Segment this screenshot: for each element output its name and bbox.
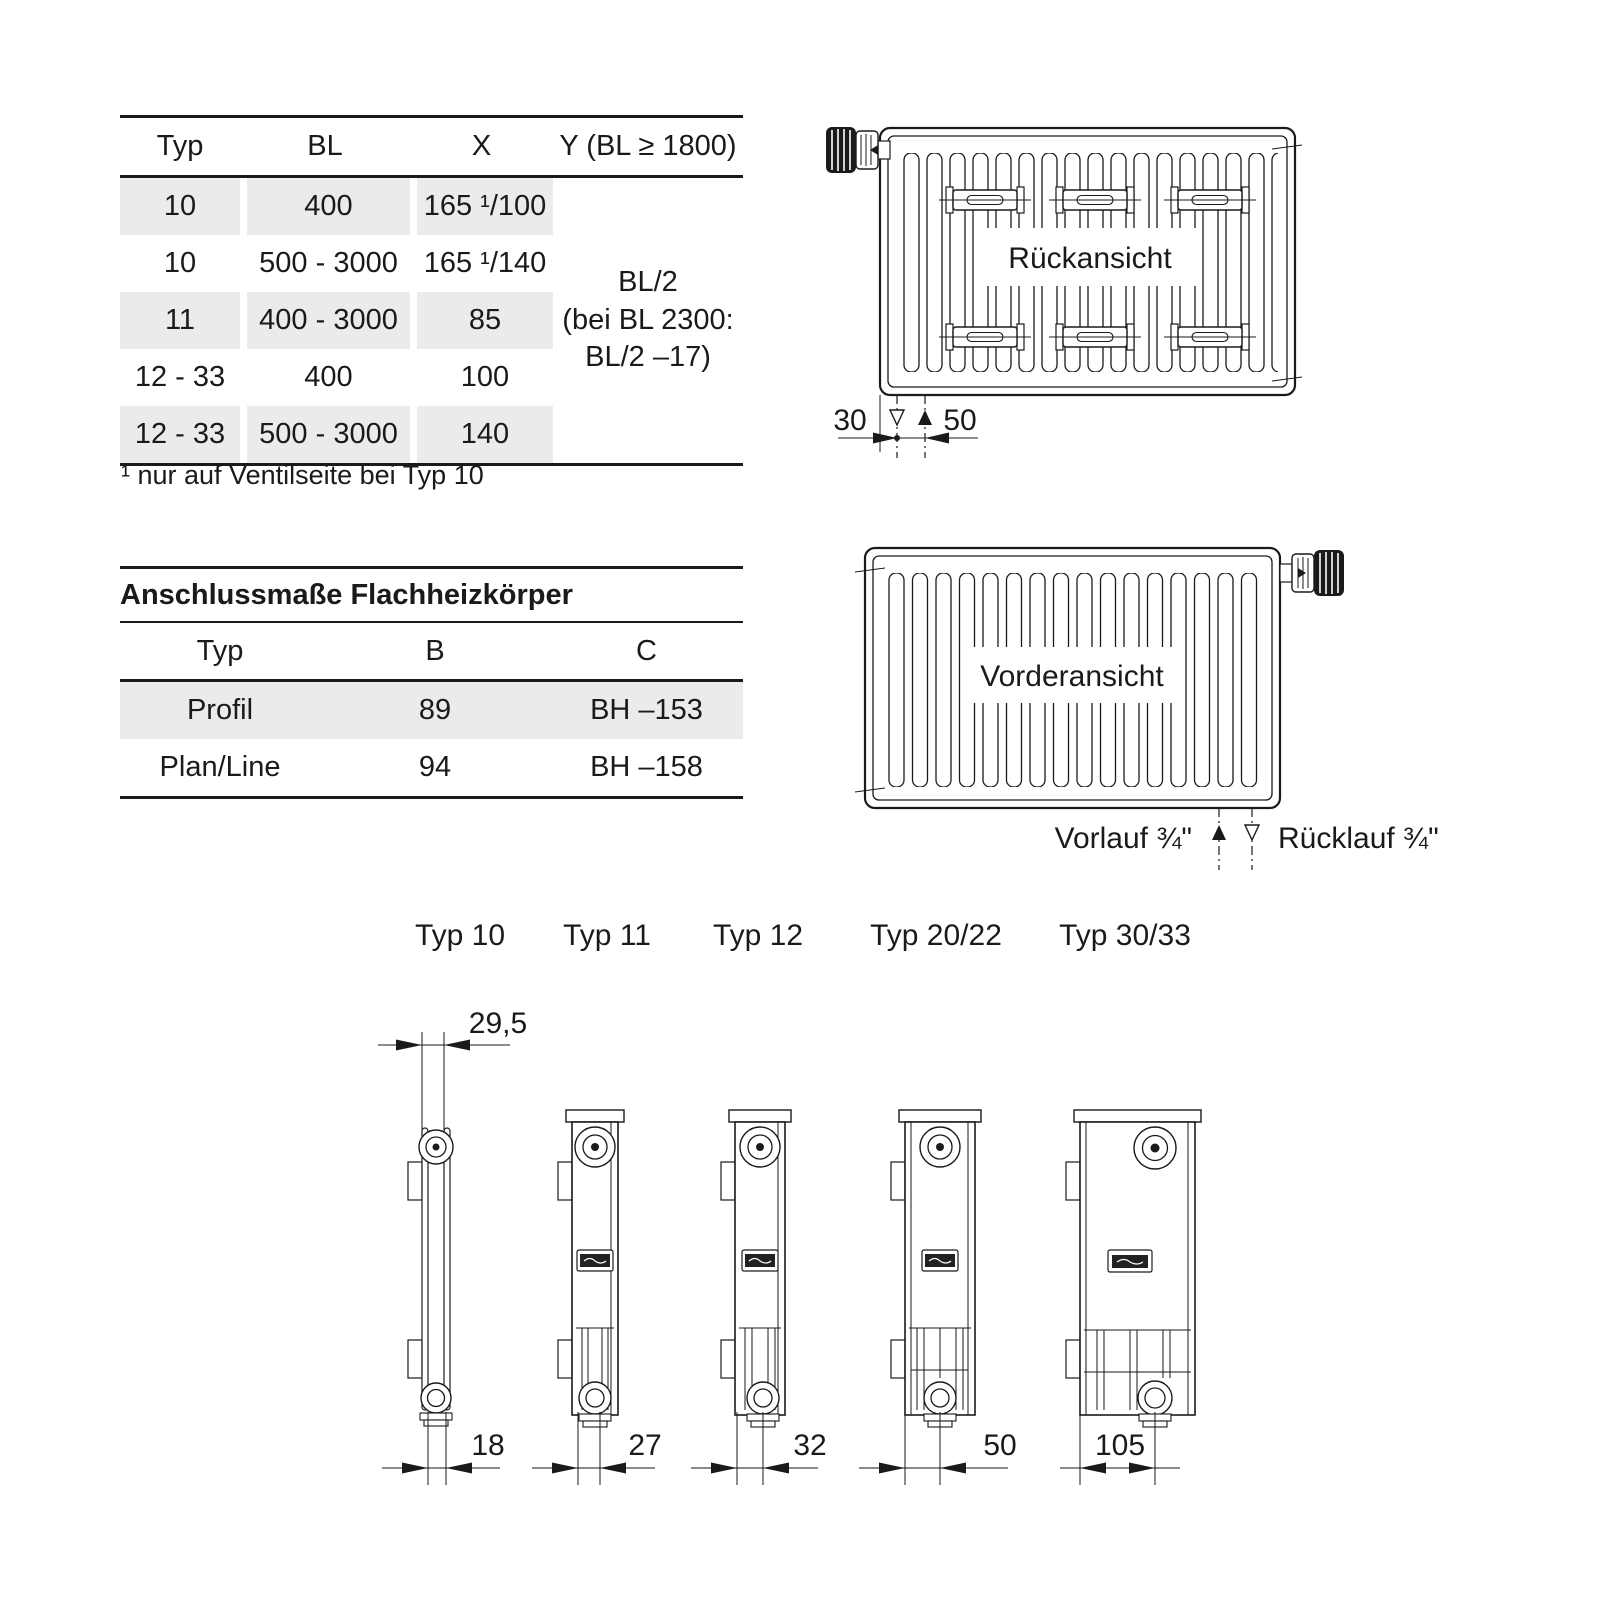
table-row (120, 178, 743, 235)
return-label: Rücklauf ¾" (1278, 822, 1439, 855)
dim-arrow-icon (1129, 1463, 1155, 1474)
dim-arrow-icon (940, 1463, 966, 1474)
cell-typ: 12 - 33 (120, 406, 240, 463)
depth-dim: 18 (471, 1429, 505, 1462)
side-view-typ20-22 (859, 1110, 1017, 1485)
cell-typ: 11 (120, 292, 240, 349)
dim-arrow-icon (396, 1040, 422, 1051)
cell-c: BH –153 (590, 694, 703, 726)
connection-table (120, 566, 743, 799)
dim-arrow-icon (446, 1463, 472, 1474)
cell-typ: Profil (186, 694, 254, 726)
col-header-x: X (410, 118, 553, 178)
cell-typ: 10 (120, 178, 240, 235)
flow-return-annotation (1055, 808, 1439, 870)
dim-arrow-icon (600, 1463, 626, 1474)
col-header-b: B (320, 623, 550, 681)
col-header-bl: BL (240, 118, 410, 178)
dim-arrow-icon (402, 1463, 428, 1474)
cell-typ: Plan/Line (159, 751, 281, 783)
type-label: Typ 10 (414, 919, 506, 952)
front-view-drawing (850, 535, 1450, 880)
cell-bl: 500 - 3000 (240, 406, 410, 463)
cell-bl: 500 - 3000 (240, 235, 410, 292)
rear-view-drawing (820, 110, 1320, 460)
dim-arrow-icon (873, 433, 897, 444)
footnote: ¹ nur auf Ventilseite bei Typ 10 (121, 460, 484, 490)
cell-typ: 12 - 33 (120, 349, 240, 406)
side-view-typ10 (378, 1007, 527, 1485)
rear-view-label: Rückansicht (1008, 242, 1172, 275)
side-views-strip (360, 900, 1240, 1520)
front-view-label: Vorderansicht (980, 660, 1164, 693)
type-label: Typ 20/22 (870, 919, 1002, 952)
return-triangle-icon (1245, 825, 1259, 840)
col-header-c: C (550, 623, 743, 681)
cell-typ: 10 (120, 235, 240, 292)
type-label: Typ 11 (563, 919, 651, 952)
dim-arrow-icon (552, 1463, 578, 1474)
thermostat-valve-icon (1280, 550, 1344, 596)
return-triangle-icon (890, 410, 904, 425)
dimension-table (120, 115, 743, 466)
connection-table-header-row (120, 623, 743, 681)
dim-value: 50 (943, 404, 977, 437)
type-label: Typ 30/33 (1059, 919, 1191, 952)
dim-value: 30 (833, 404, 867, 437)
dim-arrow-icon (1080, 1463, 1106, 1474)
flow-triangle-icon (918, 410, 932, 425)
side-view-typ11 (532, 1110, 662, 1485)
cell-bl: 400 - 3000 (240, 292, 410, 349)
dimension-table-header-row (120, 118, 743, 178)
side-view-typ12 (691, 1110, 827, 1485)
col-header-typ: Typ (120, 118, 240, 178)
side-view-typ30-33 (1060, 1110, 1201, 1485)
connection-table-title: Anschlussmaße Flachheizkörper (120, 569, 743, 623)
cell-b: 94 (418, 751, 452, 783)
dim-arrow-icon (444, 1040, 470, 1051)
depth-dim: 105 (1094, 1429, 1146, 1462)
table-row (120, 681, 743, 740)
cell-x: 100 (410, 349, 553, 406)
cell-x: 85 (410, 292, 553, 349)
dim-arrow-icon (711, 1463, 737, 1474)
depth-dim: 27 (628, 1429, 662, 1462)
depth-dim: 50 (983, 1429, 1017, 1462)
dim-arrow-icon (763, 1463, 789, 1474)
cell-bl: 400 (240, 349, 410, 406)
depth-dim: 32 (793, 1429, 827, 1462)
type-label: Typ 12 (712, 919, 804, 952)
cell-x: 140 (410, 406, 553, 463)
cell-x: 165 ¹/140 (410, 235, 553, 292)
dim-arrow-icon (879, 1463, 905, 1474)
flow-label: Vorlauf ¾" (1054, 822, 1192, 855)
rear-dimension-annotation (833, 395, 978, 458)
table-row (120, 739, 743, 796)
col-header-typ: Typ (120, 623, 320, 681)
cell-c: BH –158 (590, 751, 703, 783)
flow-triangle-icon (1212, 825, 1226, 840)
cell-x: 165 ¹/100 (410, 178, 553, 235)
cell-b: 89 (418, 694, 452, 726)
cell-bl: 400 (240, 178, 410, 235)
col-header-y: Y (BL ≥ 1800) (553, 118, 743, 178)
cell-y-merged: BL/2 (bei BL 2300: BL/2 –17) (553, 178, 743, 463)
panel-depth-dim: 29,5 (468, 1007, 528, 1040)
